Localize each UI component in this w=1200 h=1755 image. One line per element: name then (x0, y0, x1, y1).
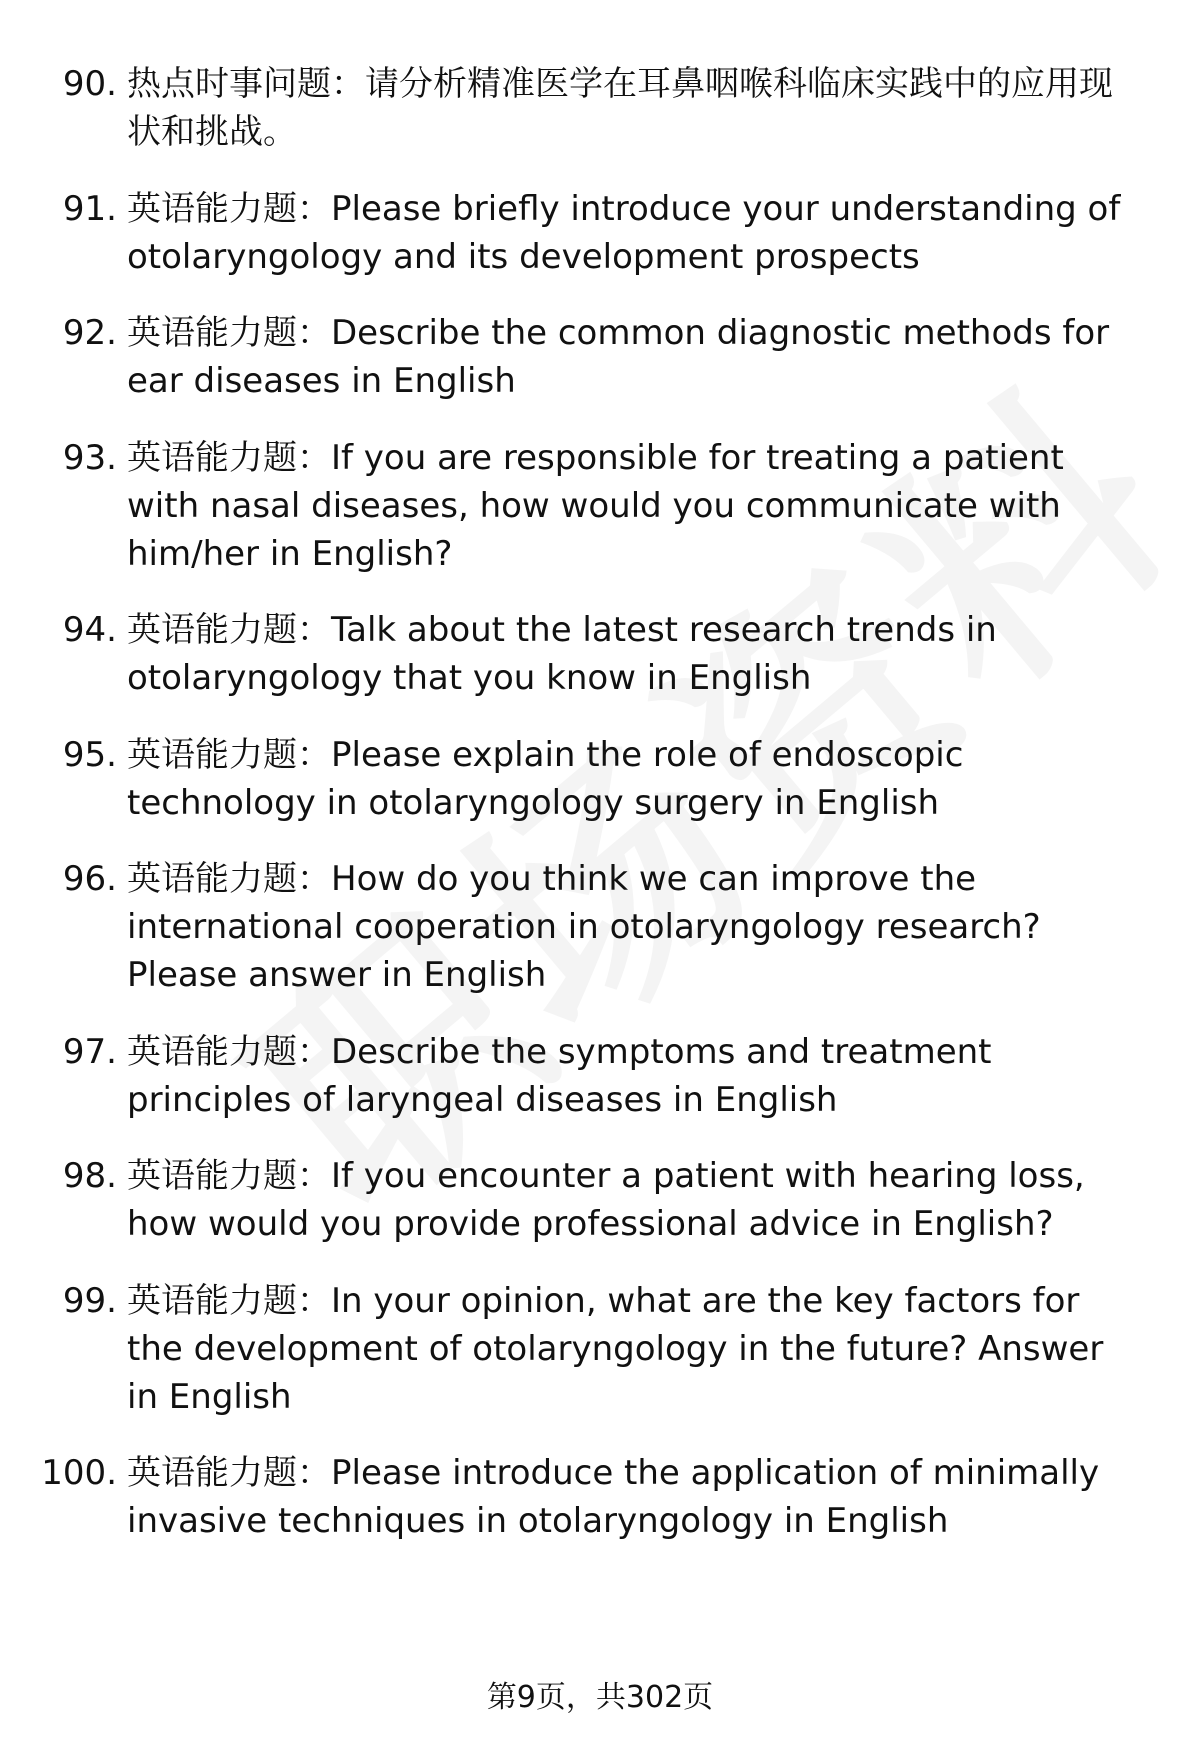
question-text: Please introduce the application of minimally invasive techniques in otolaryngology in English (127, 1453, 1100, 1541)
question-item (0, 1152, 1200, 1248)
question-text: Please explain the role of endoscopic technology in otolaryngology surgery in English (127, 734, 964, 823)
question-text-block (127, 185, 1127, 281)
page-number-footer: 第9页，共302页 (486, 1680, 714, 1715)
question-item (0, 60, 1200, 156)
question-text-block (127, 606, 1127, 702)
question-category: 英语能力题： (127, 610, 331, 650)
question-category: 英语能力题： (127, 437, 331, 478)
question-text: Please briefly introduce your understanding of otolaryngology and its development prospects (127, 188, 1121, 277)
question-list (0, 60, 1200, 1574)
question-text: 请分析精准医学在耳鼻咽喉科临床实践中的应用现状和挑战。 (127, 64, 1113, 152)
question-category: 英语能力题： (127, 859, 331, 899)
question-category: 英语能力题： (127, 1453, 331, 1493)
question-item (0, 855, 1200, 999)
question-number: 93. (62, 437, 117, 478)
question-text: Describe the common diagnostic methods for ear diseases in English (127, 313, 1110, 401)
question-text: If you are responsible for treating a patient with nasal diseases, how would you communicate with him/her in English? (127, 437, 1064, 574)
question-text: How do you think we can improve the international cooperation in otolaryngology research? Please answer in English (127, 859, 1041, 995)
question-text-block (127, 1152, 1127, 1248)
question-text-block (127, 731, 1127, 827)
question-item (0, 1028, 1200, 1124)
question-number: 95. (62, 734, 117, 775)
question-text-block (127, 855, 1127, 999)
question-number: 92. (62, 313, 117, 353)
question-item (0, 434, 1200, 578)
question-item (0, 1277, 1200, 1421)
question-item (0, 185, 1200, 281)
question-number: 100. (41, 1453, 117, 1493)
question-item (0, 606, 1200, 702)
question-text-block (127, 434, 1127, 578)
question-number: 96. (62, 859, 117, 899)
question-text-block (127, 1028, 1127, 1124)
question-number: 94. (62, 610, 117, 650)
question-category: 英语能力题： (127, 1156, 331, 1196)
question-text: Describe the symptoms and treatment principles of laryngeal diseases in English (127, 1031, 992, 1120)
question-category: 热点时事问题： (127, 64, 365, 104)
question-item (0, 731, 1200, 827)
question-text: In your opinion, what are the key factors for the development of otolaryngology in the future? Answer in English (127, 1280, 1104, 1417)
question-number: 90. (62, 64, 117, 104)
question-item (0, 1449, 1200, 1545)
question-text: Talk about the latest research trends in otolaryngology that you know in English (127, 610, 997, 698)
question-text-block (127, 60, 1127, 156)
question-text-block (127, 1277, 1127, 1421)
question-category: 英语能力题： (127, 313, 331, 353)
question-text: If you encounter a patient with hearing loss, how would you provide professional advice in English? (127, 1156, 1085, 1244)
question-category: 英语能力题： (127, 1031, 331, 1072)
question-category: 英语能力题： (127, 1280, 331, 1321)
question-category: 英语能力题： (127, 188, 331, 229)
question-text-block (127, 309, 1127, 405)
question-item (0, 309, 1200, 405)
question-number: 98. (62, 1156, 117, 1196)
question-number: 99. (62, 1280, 117, 1321)
question-category: 英语能力题： (127, 734, 331, 775)
question-number: 97. (62, 1031, 117, 1072)
question-number: 91. (62, 188, 117, 229)
question-text-block (127, 1449, 1127, 1545)
